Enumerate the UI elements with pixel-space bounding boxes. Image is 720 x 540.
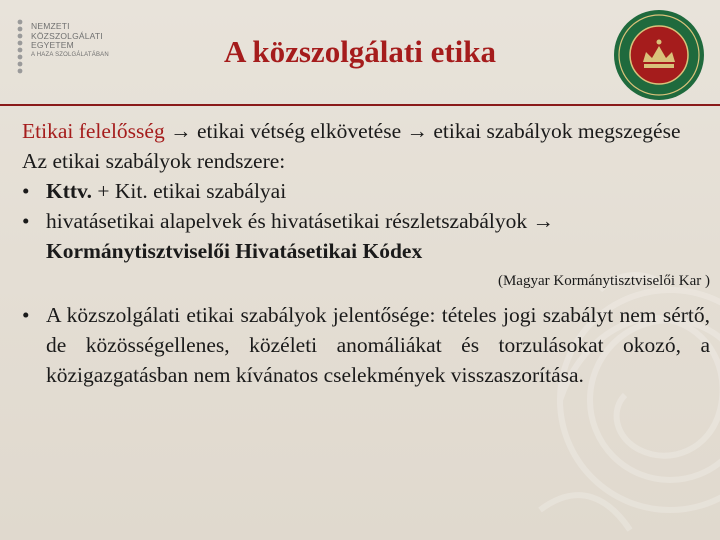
- logo-text: [31, 22, 109, 60]
- intro-paragraph: [22, 116, 710, 146]
- list-item-text: + Kit. etikai szabályai: [91, 179, 287, 203]
- bold-term: Kormánytisztviselői Hivatásetikai Kódex: [46, 239, 423, 263]
- list-item: [22, 300, 710, 390]
- intro-text: → etikai vétség elkövetése → etikai szabályok megszegése: [164, 119, 681, 143]
- header-divider: [0, 104, 720, 106]
- list-heading: Az etikai szabályok rendszere:: [22, 149, 286, 173]
- highlight-term: Etikai felelősség: [22, 119, 165, 143]
- bullet-icon: •: [22, 303, 30, 327]
- code-name-line: [22, 236, 710, 266]
- bold-term: Kttv.: [46, 179, 92, 203]
- list-item-text: hivatásetikai alapelvek és hivatásetikai részletszabályok →: [46, 209, 555, 233]
- logo-tagline: A HAZA SZOLGÁLATÁBAN: [31, 51, 109, 58]
- slide-header: [0, 0, 720, 104]
- university-logo: [14, 18, 134, 78]
- university-seal-icon: [612, 8, 706, 102]
- slide-body: [22, 116, 710, 390]
- list-item: [22, 206, 710, 236]
- bullet-icon: •: [22, 179, 30, 203]
- list-item: [22, 176, 710, 206]
- university-crest-icon: [14, 18, 26, 78]
- list-item-text: A közszolgálati etikai szabályok jelentősége: tételes jogi szabályt nem sértő, de közösségellenes, közéleti anomáliákat és torzulásokat okozó, a közigazgatásban nem kívánatos cselekmények visszaszorítása.: [46, 303, 710, 387]
- logo-line: NEMZETI: [31, 21, 70, 31]
- logo-line: EGYETEM: [31, 40, 74, 51]
- logo-line: KÖZSZOLGÁLATI: [31, 30, 103, 41]
- slide-title: A közszolgálati etika: [223, 34, 497, 69]
- bullet-icon: •: [22, 209, 30, 233]
- source-note: (Magyar Kormánytisztviselői Kar ): [497, 273, 710, 289]
